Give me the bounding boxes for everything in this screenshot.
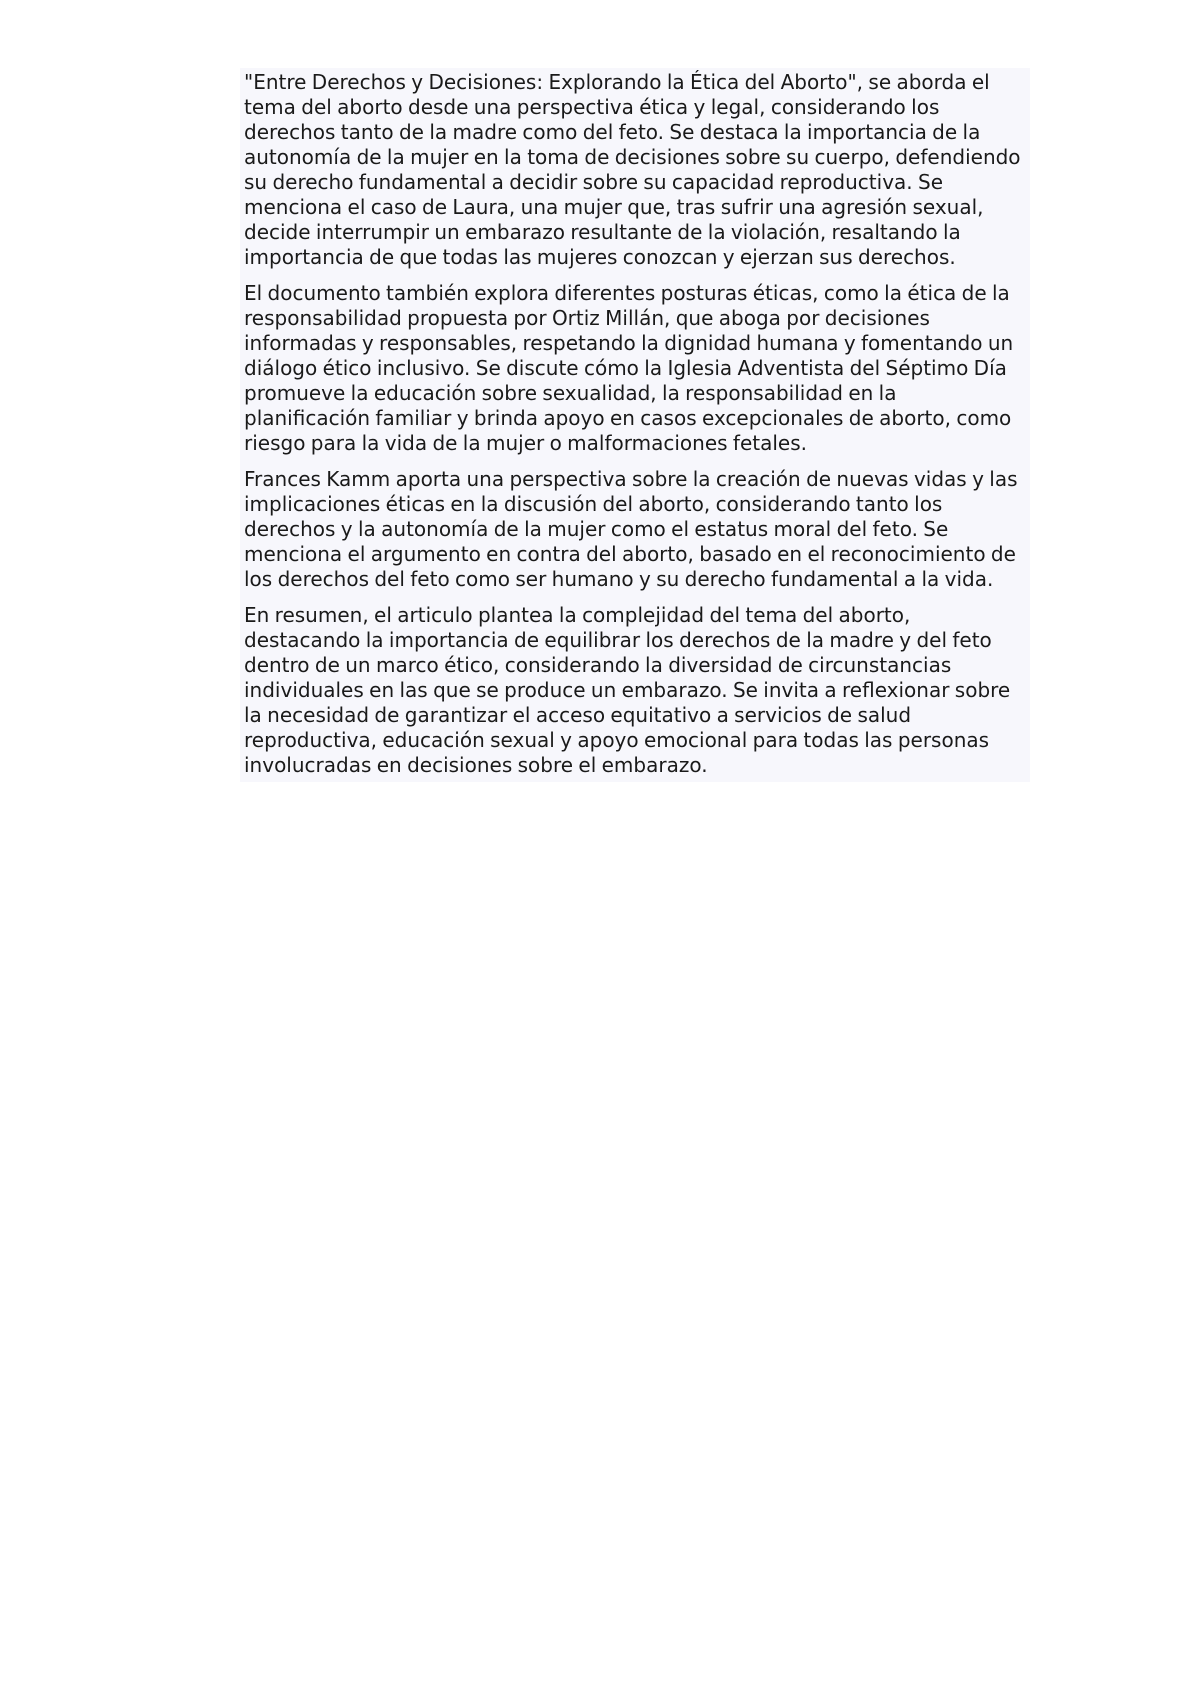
paragraph-ethical-positions: El documento también explora diferentes posturas éticas, como la ética de la responsabilidad propuesta por Ortiz Millán, que aboga por decisiones informadas y responsables, respetando la dignidad humana y fomentando un diálogo ético inclusivo. Se discute cómo la Iglesia Adventista del Séptimo Día promueve la educación sobre sexualidad, la responsabilidad en la planificación familiar y brinda apoyo en casos excepcionales de aborto, como riesgo para la vida de la mujer o malformaciones fetales. bbox=[244, 281, 1014, 455]
summary-text-block bbox=[240, 68, 1030, 782]
paragraph-kamm-perspective: Frances Kamm aporta una perspectiva sobre la creación de nuevas vidas y las implicaciones éticas en la discusión del aborto, considerando tanto los derechos y la autonomía de la mujer como el estatus moral del feto. Se menciona el argumento en contra del aborto, basado en el reconocimiento de los derechos del feto como ser humano y su derecho fundamental a la vida. bbox=[244, 467, 1018, 591]
paragraph-intro: "Entre Derechos y Decisiones: Explorando la Ética del Aborto", se aborda el tema del aborto desde una perspectiva ética y legal, considerando los derechos tanto de la madre como del feto. Se destaca la importancia de la autonomía de la mujer en la toma de decisiones sobre su cuerpo, defendiendo su derecho fundamental a decidir sobre su capacidad reproductiva. Se menciona el caso de Laura, una mujer que, tras sufrir una agresión sexual, decide interrumpir un embarazo resultante de la violación, resaltando la importancia de que todas las mujeres conozcan y ejerzan sus derechos. bbox=[244, 70, 1021, 269]
paragraph-summary: En resumen, el articulo plantea la complejidad del tema del aborto, destacando la importancia de equilibrar los derechos de la madre y del feto dentro de un marco ético, considerando la diversidad de circunstancias individuales en las que se produce un embarazo. Se invita a reflexionar sobre la necesidad de garantizar el acceso equitativo a servicios de salud reproductiva, educación sexual y apoyo emocional para todas las personas involucradas en decisiones sobre el embarazo. bbox=[244, 603, 1011, 777]
